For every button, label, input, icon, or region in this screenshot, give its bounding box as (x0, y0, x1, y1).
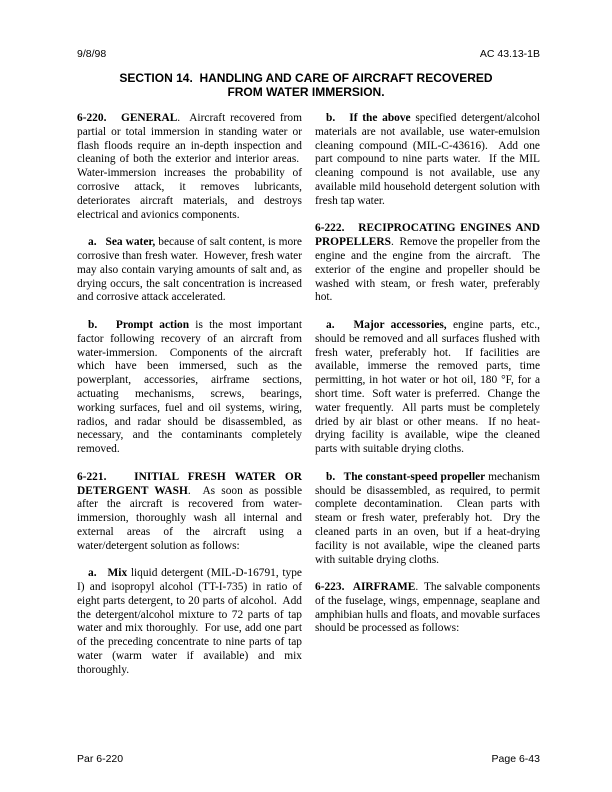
paragraph-text: . As soon as possible after the aircraft is recovered from water-immersion, thoroughly wash all internal and external areas of the aircraft using a water/detergent solution as follows: (77, 484, 302, 552)
para-major-accessories (315, 319, 540, 457)
paragraph-lead: b. Prompt action (88, 318, 190, 331)
paragraph-text: . The salvable components of the fuselage, wings, empennage, seaplane and amphibian hulls and floats, and movable surfaces should be processed as follows: (315, 581, 540, 635)
paragraph-text: . Aircraft recovered from partial or total immersion in standing water or flash floods require an in-depth inspection and cleaning of both the exterior and interior areas. Water-immersion increases the probability of corrosive attack, it removes lubricants, deteriorates aircraft materials, and destroys electrical and avionics components. (77, 112, 302, 221)
paragraph-lead: b. The constant-speed propeller (326, 470, 486, 483)
section-title-line2: FROM WATER IMMERSION. (227, 85, 385, 99)
para-prompt-action (77, 319, 302, 457)
paragraph-lead: 6-222. RECIPROCATING ENGINES AND PROPELLERS (315, 222, 540, 249)
footer-paragraph-ref: Par 6-220 (77, 753, 124, 765)
section-title-line1: SECTION 14. HANDLING AND CARE OF AIRCRAFT RECOVERED (119, 71, 493, 85)
right-column (315, 112, 540, 678)
paragraph-text: because of salt content, is more corrosive than fresh water. However, fresh water may also contain varying amounts of salt and, as drying occurs, the salt concentration is increased and corrosive attack accelerated. (77, 236, 302, 304)
paragraph-text: liquid detergent (MIL-D-16791, type I) and isopropyl alcohol (TT-I-735) in ratio of eight parts detergent, to 20 parts of alcohol. Add the detergent/alcohol mixture to 72 parts of tap water and mix thoroughly. For use, add one part of the preceding concentrate to nine parts of tap water (warm water if available) and mix thoroughly. (77, 567, 302, 676)
paragraph-lead: 6-223. AIRFRAME (315, 581, 416, 594)
paragraph-text: engine parts, etc., should be removed and all surfaces flushed with fresh water, preferably hot. If facilities are available, immerse the removed parts, time permitting, in hot water or hot oil, 180 °F, for a short time. Soft water is preferred. Change the water frequently. All parts must be completely dried by air blast or other means. If no heat-drying facility is available, wipe the cleaned parts with suitable drying cloths. (315, 318, 540, 456)
paragraph-text: is the most important factor following recovery of an aircraft from water-immersion. Components of the aircraft which have been immersed, such as the powerplant, accessories, airframe sections, actuating mechanisms, screws, bearings, working surfaces, fuel and oil systems, wiring, radios, and radar should be disassembled, as necessary, and the contaminants completely removed. (77, 318, 302, 456)
page-header (77, 49, 540, 60)
text-columns (77, 112, 540, 678)
header-date: 9/8/98 (77, 48, 107, 60)
paragraph-text: mechanism should be disassembled, as required, to permit complete decontamination. Clean parts with steam or fresh water, preferably hot. Dry the cleaned parts in an oven, but if a heat-drying facility is not available, wipe the cleaned parts with suitable drying cloths. (315, 470, 540, 566)
paragraph-lead: a. Mix (88, 567, 128, 580)
para-constant-speed-propeller (315, 471, 540, 568)
para-airframe (315, 581, 540, 636)
para-if-above (315, 112, 540, 209)
footer-page-number: Page 6-43 (491, 753, 540, 765)
paragraph-text: . Remove the propeller from the engine and the engine from the aircraft. The exterior of the engine and propeller should be washed with steam, or fresh water, preferably hot. (315, 236, 540, 304)
section-title (0, 71, 612, 99)
paragraph-lead: 6-220. GENERAL (77, 112, 178, 124)
para-reciprocating-engines (315, 222, 540, 305)
left-column (77, 112, 302, 678)
para-mix-detergent (77, 567, 302, 677)
para-general (77, 112, 302, 222)
paragraph-lead: 6-221. INITIAL FRESH WATER OR DETERGENT WASH (77, 470, 302, 497)
paragraph-lead: b. If the above (326, 112, 411, 124)
header-doc-number: AC 43.13-1B (479, 48, 540, 60)
paragraph-text: specified detergent/alcohol materials are not available, use water-emulsion cleaning compound (MIL-C-43616). Add one part compound to nine parts water. If the MIL cleaning compound is not available, use any available mild household detergent solution with fresh tap water. (315, 112, 540, 207)
para-initial-wash (77, 471, 302, 554)
para-sea-water (77, 236, 302, 305)
paragraph-lead: a. Major accessories, (326, 318, 447, 331)
paragraph-lead: a. Sea water, (88, 236, 156, 249)
page-footer (77, 754, 540, 765)
